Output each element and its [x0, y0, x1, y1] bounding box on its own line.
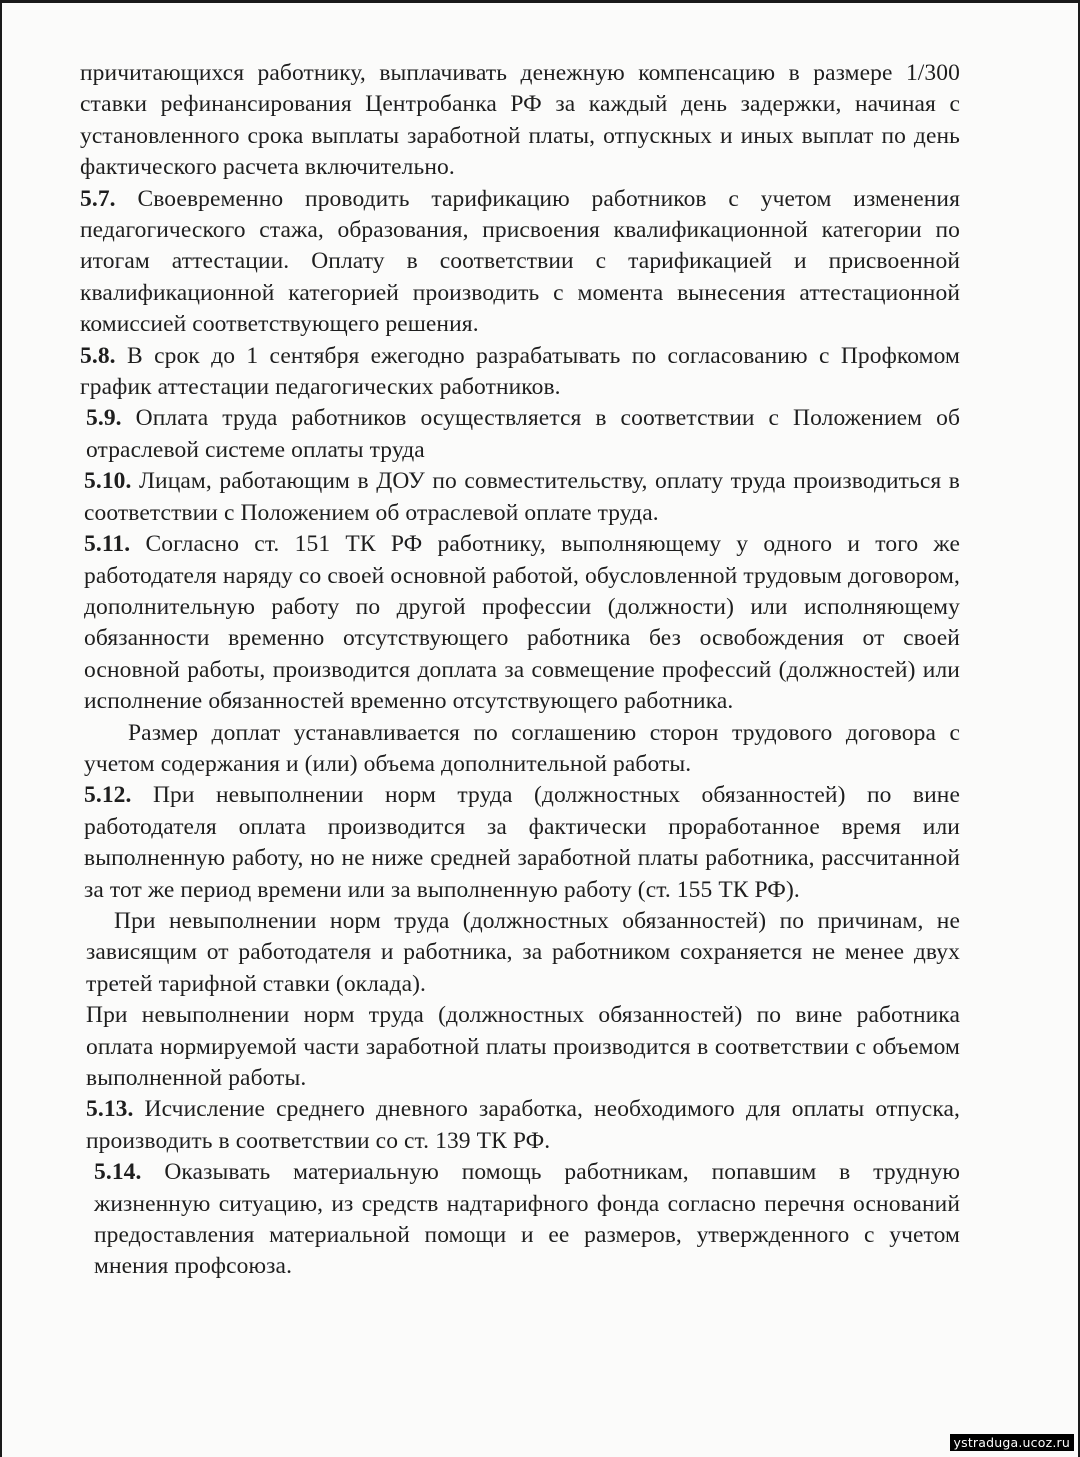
paragraph-5-14 — [80, 1157, 960, 1283]
paragraph-text: Согласно ст. 151 ТК РФ работнику, выполняющему у одного и того же работодателя наряду со своей основной работой, обусловленной трудовым договором, дополнительную работу по другой профессии (должности) или исполняющему обязанности временно отсутствующего работника без освобождения от своей основной работы, производится доплата за совмещение профессий (должностей) или исполнение обязанностей временно отсутствующего работника. — [84, 531, 960, 715]
clause-number: 5.7. — [80, 185, 116, 212]
paragraph-employee-fault — [80, 1000, 960, 1094]
paragraph-5-13 — [80, 1094, 960, 1157]
paragraph-5-11 — [80, 529, 960, 717]
paragraph-text: При невыполнении норм труда (должностных обязанностей) по причинам, не зависящим от работодателя и работника, за работником сохраняется не менее двух третей тарифной ставки (оклада). — [86, 907, 960, 997]
paragraph-text: причитающихся работнику, выплачивать денежную компенсацию в размере 1/300 ставки рефинансирования Центробанка РФ за каждый день задержки, начиная с установленного срока выплаты заработной платы, отпускных и иных выплат по день фактического расчета включительно. — [80, 60, 960, 181]
paragraph-text: Исчисление среднего дневного заработка, необходимого для оплаты отпуска, производить в соответствии со ст. 139 ТК РФ. — [86, 1096, 960, 1154]
paragraph-text: При невыполнении норм труда (должностных обязанностей) по вине работодателя оплата производится за фактически проработанное время или выполненную работу, но не ниже средней заработной платы работника, рассчитанной за тот же период времени или за выполненную работу (ст. 155 ТК РФ). — [84, 782, 960, 903]
paragraph-5-8 — [80, 341, 960, 404]
paragraph-text: Своевременно проводить тарификацию работников с учетом изменения педагогического стажа, образования, присвоения квалификационной категории по итогам аттестации. Оплату в соответствии с тарификацией и присвоенной квалификационной категорией производить с момента вынесения аттестационной комиссией соответствующего решения. — [80, 185, 960, 338]
site-watermark: ystraduga.ucoz.ru — [950, 1434, 1074, 1451]
paragraph-5-7 — [80, 184, 960, 341]
paragraph-5-12 — [80, 780, 960, 906]
clause-number: 5.11. — [84, 531, 131, 558]
paragraph-payment-size — [80, 718, 960, 781]
paragraph-text: Оплата труда работников осуществляется в соответствии с Положением об отраслевой системе оплаты труда — [86, 405, 961, 463]
paragraph-text: При невыполнении норм труда (должностных обязанностей) по вине работника оплата нормируемой части заработной платы производится в соответствии с объемом выполненной работы. — [86, 1002, 960, 1091]
paragraph-5-9 — [80, 403, 960, 466]
paragraph-text: Лицам, работающим в ДОУ по совместительству, оплату труда производиться в соответствии с Положением об отраслевой оплате труда. — [84, 468, 960, 526]
document-body — [80, 58, 960, 1283]
clause-number: 5.12. — [84, 782, 132, 809]
clause-number: 5.8. — [80, 342, 116, 369]
paragraph-text: Оказывать материальную помощь работникам, попавшим в трудную жизненную ситуацию, из средств надтарифного фонда согласно перечня оснований предоставления материальной помощи и ее размеров, утвержденного с учетом мнения профсоюза. — [94, 1159, 960, 1280]
paragraph-5-10 — [80, 466, 960, 529]
clause-number: 5.14. — [94, 1159, 142, 1186]
paragraph-no-fault — [80, 906, 960, 1000]
paragraph-text: В срок до 1 сентября ежегодно разрабатывать по согласованию с Профкомом график аттестации педагогических работников. — [80, 342, 960, 401]
clause-number: 5.9. — [86, 405, 122, 432]
paragraph-text: Размер доплат устанавливается по соглашению сторон трудового договора с учетом содержания и (или) объема дополнительной работы. — [84, 719, 960, 777]
clause-number: 5.13. — [86, 1096, 134, 1123]
clause-number: 5.10. — [84, 468, 132, 495]
paragraph-continuation — [80, 58, 960, 184]
